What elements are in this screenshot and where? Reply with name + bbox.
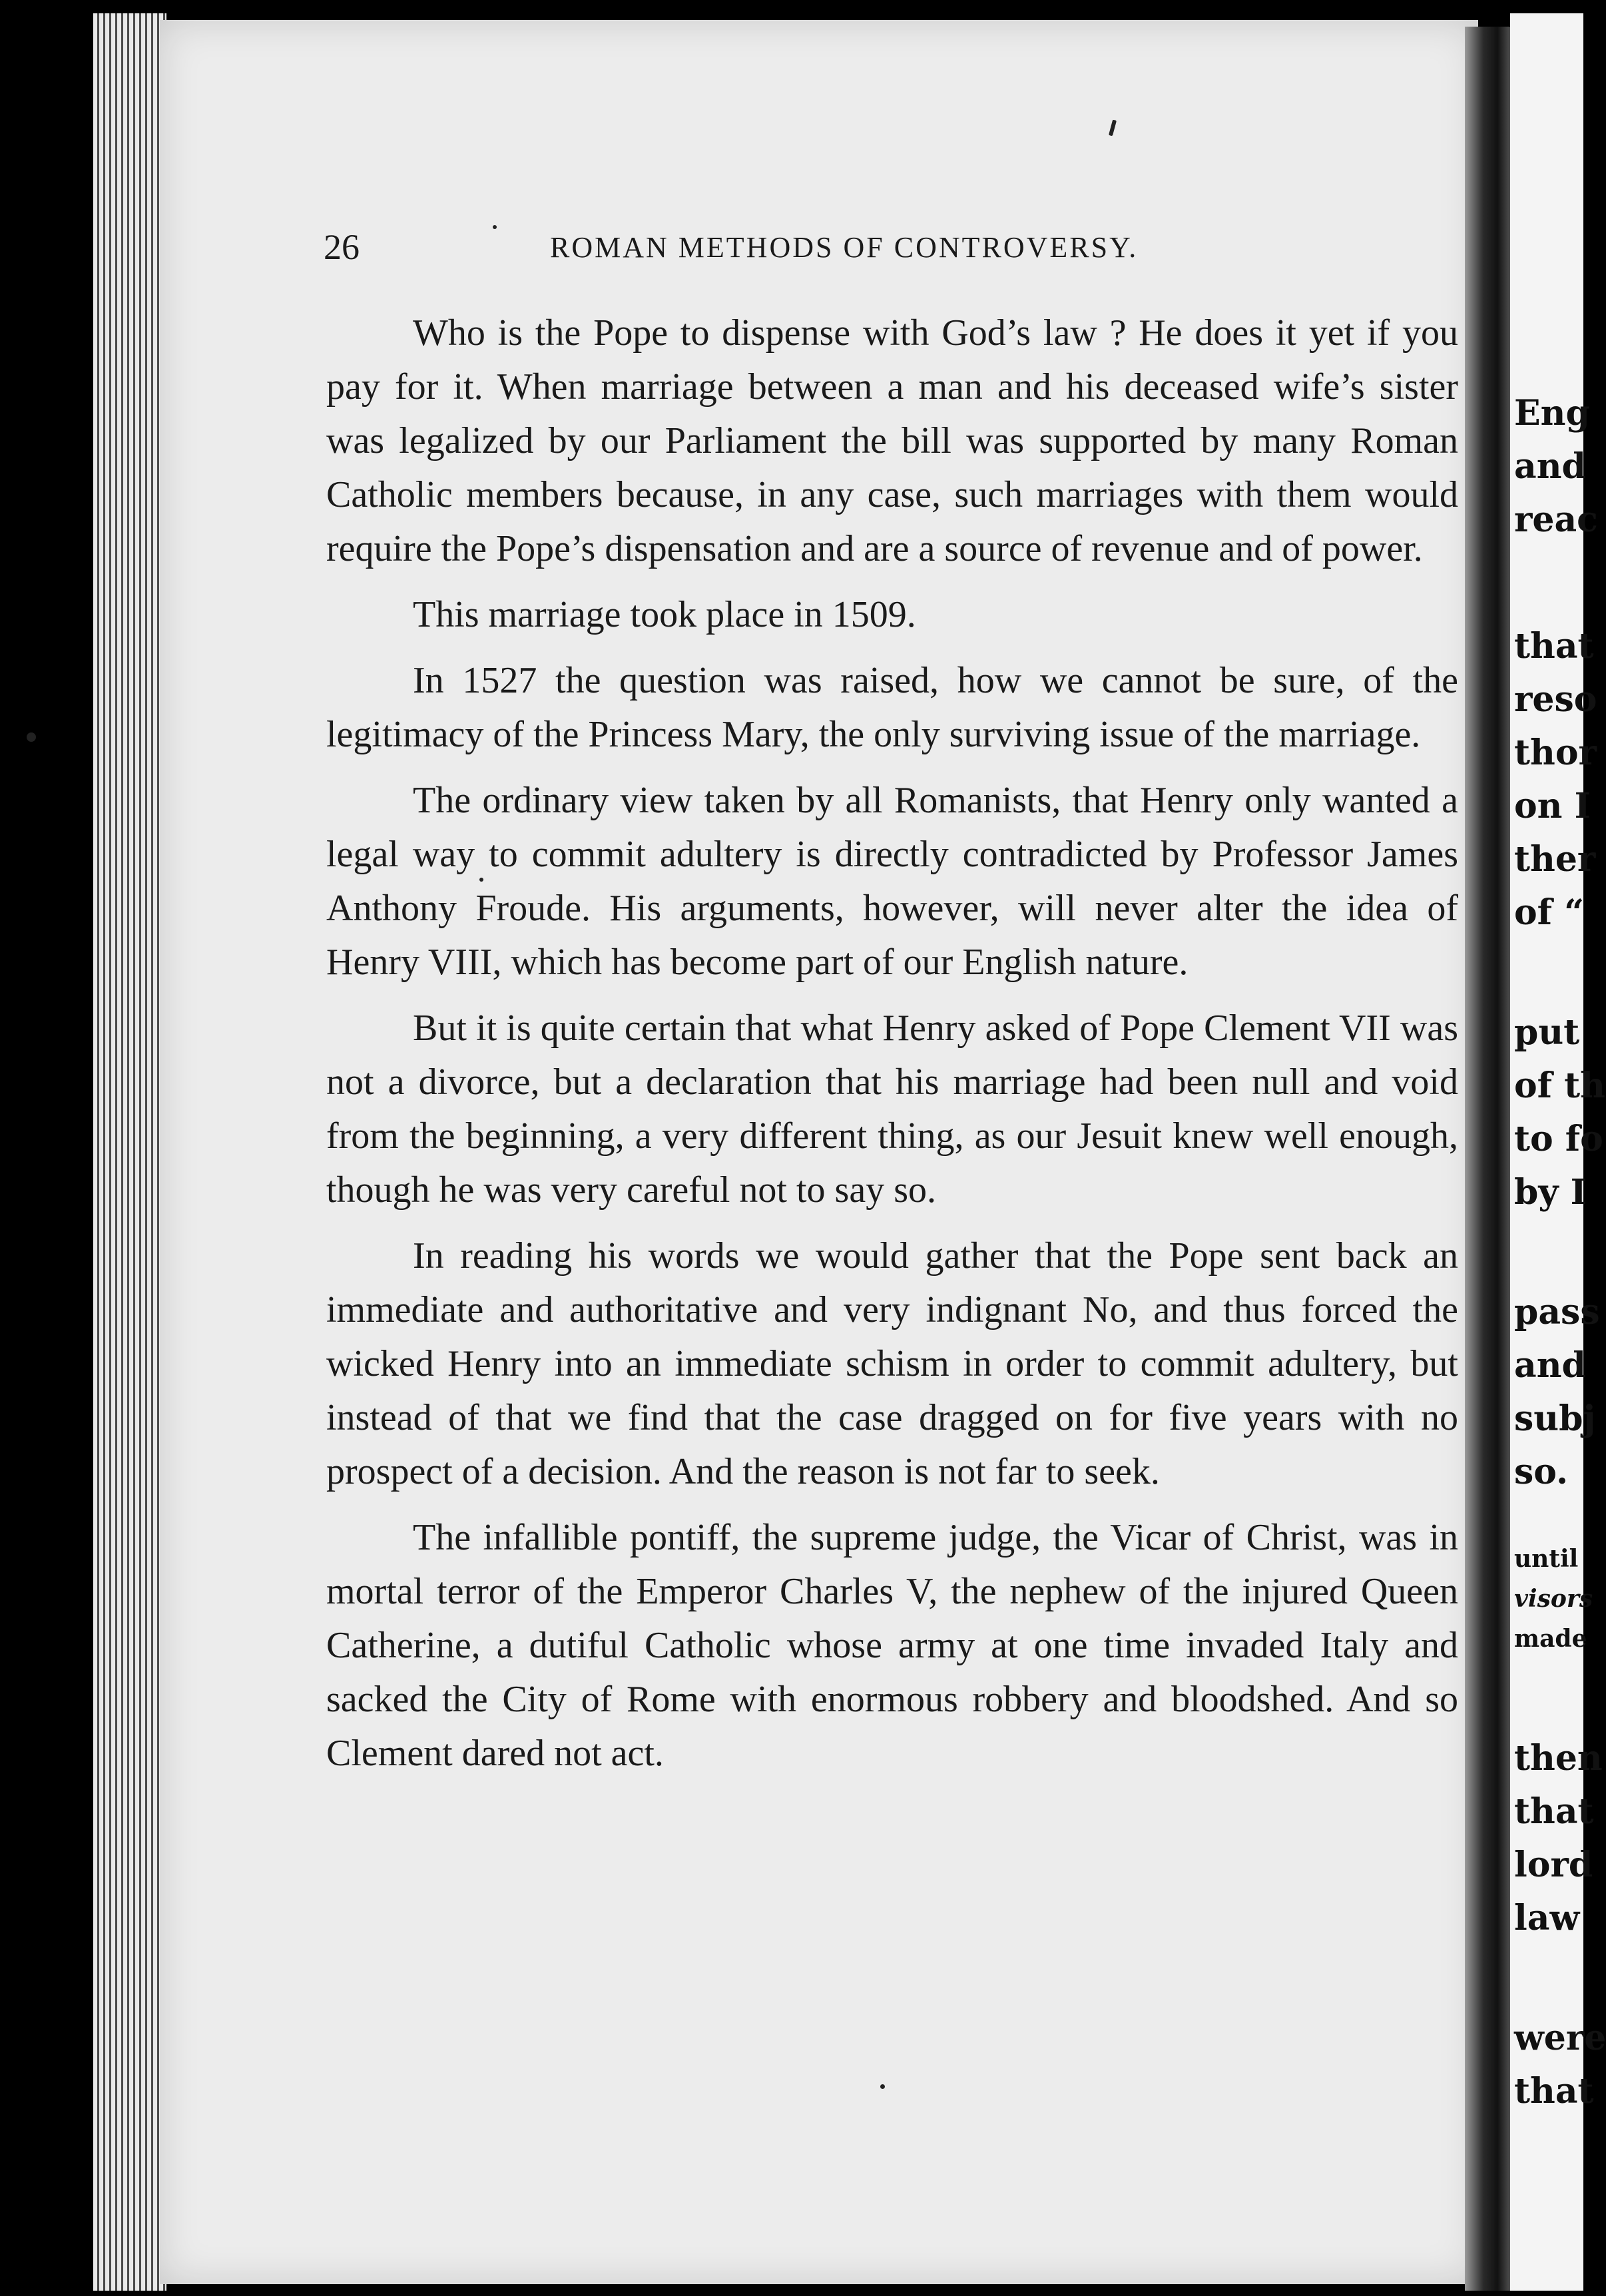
facing-fragment: reso <box>1514 679 1597 720</box>
facing-fragment: Eng <box>1514 393 1590 433</box>
facing-fragment: of th <box>1514 1065 1605 1106</box>
page-number: 26 <box>324 227 360 267</box>
paragraph: In 1527 the question was raised, how we cannot be sure, of the legitimacy of the Princess Mary, the only surviving issue of the marriage. <box>326 660 1458 755</box>
scan-speck <box>880 2084 885 2089</box>
facing-fragment: and <box>1514 446 1586 487</box>
binding-gutter <box>1465 27 1511 2291</box>
facing-fragment: subj <box>1514 1398 1596 1439</box>
facing-fragment: law <box>1514 1898 1580 1938</box>
scan-speck <box>27 732 36 742</box>
facing-fragment: until <box>1514 1545 1579 1573</box>
paragraph: In reading his words we would gather that the Pope sent back an immediate and authoritative and very indignant No, and thus forced the wicked Henry into an immediate schism in order to commit adultery, but instead of that we find that the case dragged on for five years with no prospect of a decision. And the reason is not far to seek. <box>326 1235 1458 1492</box>
scan-speck <box>493 225 497 229</box>
facing-fragment: on I <box>1514 786 1591 826</box>
facing-page <box>1510 13 1606 2291</box>
running-head: ROMAN METHODS OF CONTROVERSY. <box>550 231 1139 264</box>
facing-fragment: and <box>1514 1345 1586 1386</box>
facing-fragment: then <box>1514 1738 1603 1779</box>
facing-fragment: to fo <box>1514 1119 1603 1159</box>
facing-fragment: were <box>1514 2018 1606 2058</box>
paragraph: Who is the Pope to dispense with God’s law ? He does it yet if you pay for it. When marriage between a man and his deceased wife’s sister was legalized by our Parliament the bill was supported by many Roman Catholic members because, in any case, such marriages with them would require the Pope’s dispensation and are a source of revenue and of power. <box>326 312 1458 569</box>
facing-fragment: so. <box>1514 1452 1569 1492</box>
facing-fragment: that <box>1514 1791 1594 1832</box>
facing-fragment: lord <box>1514 1845 1593 1885</box>
paragraph: This marriage took place in 1509. <box>413 594 916 635</box>
paragraph: The infallible pontiff, the supreme judge, the Vicar of Christ, was in mortal terror of the Emperor Charles V, the nephew of the injured Queen Catherine, a dutiful Catholic whose army at one time invaded Italy and sacked the City of Rome with enormous robbery and bloodshed. And so Clement dared not act. <box>326 1517 1458 1774</box>
facing-fragment: visors <box>1514 1585 1593 1613</box>
facing-fragment: made <box>1514 1625 1587 1653</box>
paragraph: But it is quite certain that what Henry asked of Pope Clement VII was not a divorce, but a declaration that his marriage had been null and void from the beginning, a very different thing, as our Jesuit knew well enough, though he was very careful not to say so. <box>326 1007 1458 1211</box>
page-header <box>324 220 1242 273</box>
scan-speck <box>479 878 483 882</box>
facing-fragment: put <box>1514 1012 1580 1053</box>
facing-fragment: by I <box>1514 1172 1587 1213</box>
facing-fragment: ther <box>1514 839 1596 880</box>
facing-fragment: pass <box>1514 1292 1600 1332</box>
facing-fragment: of “ <box>1514 892 1585 933</box>
page-edges <box>93 13 166 2291</box>
facing-fragment: reac <box>1514 499 1598 540</box>
facing-fragment: that <box>1514 2071 1594 2112</box>
facing-fragment: thor <box>1514 732 1597 773</box>
facing-fragment: that <box>1514 626 1594 667</box>
body-text <box>326 306 1458 1793</box>
paragraph: The ordinary view taken by all Romanists, that Henry only wanted a legal way to commit adultery is directly contradicted by Professor James Anthony Froude. His arguments, however, will never alter the idea of Henry VIII, which has become part of our English nature. <box>326 780 1458 983</box>
